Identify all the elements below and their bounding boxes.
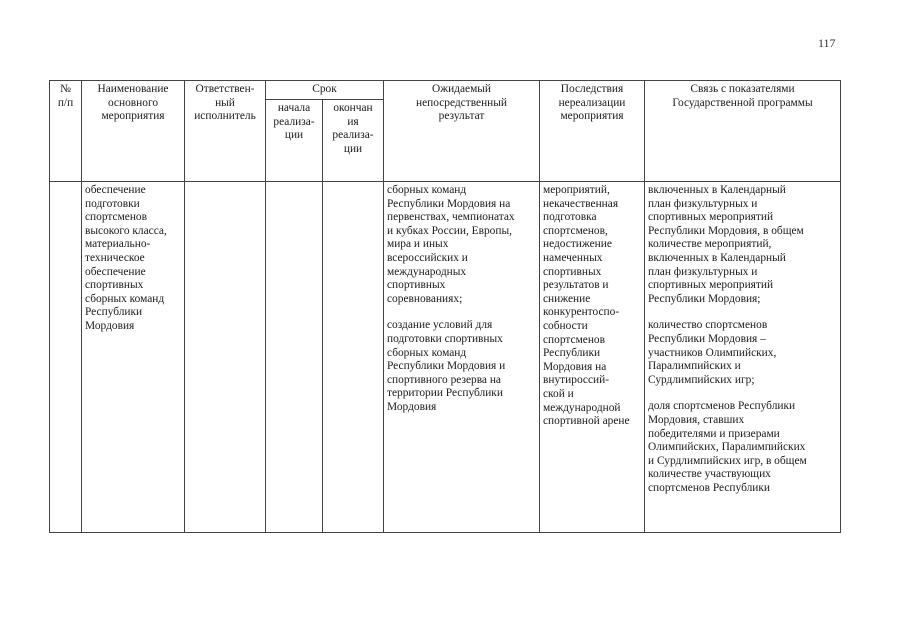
header-expected: Ожидаемый непосредственный результат (384, 81, 540, 182)
table-row (50, 182, 841, 533)
header-indicators: Связь с показателями Государственной программы (645, 81, 841, 182)
header-responsible: Ответствен- ный исполнитель (185, 81, 266, 182)
cell-responsible (185, 182, 266, 533)
header-name: Наименование основного мероприятия (82, 81, 185, 182)
indicator-2: количество спортсменов Республики Мордовия – участников Олимпийских, Паралимпийских и Сурдлимпийских игр; (648, 319, 777, 386)
program-table (49, 80, 841, 533)
cell-num (50, 182, 82, 533)
cell-term-start (266, 182, 323, 533)
header-term: Срок (266, 81, 384, 100)
indicator-3: доля спортсменов Республики Мордовия, ставших победителями и призерами Олимпийских, Паралимпийских и Сурдлимпийских игр, в общем количестве участвующих спортсменов Республики (648, 400, 807, 494)
header-term-end: окончан ия реализа- ции (323, 100, 384, 182)
cell-expected (384, 182, 540, 533)
expected-result-1: сборных команд Республики Мордовия на первенствах, чемпионатах и кубках России, Европы, мира и иных всероссийских и международных спортивных соревнованиях; (387, 184, 515, 305)
page-number: 117 (818, 36, 836, 50)
indicator-1: включенных в Календарный план физкультурных и спортивных мероприятий Республики Мордовия, в общем количестве мероприятий, включенных в Календарный план физкультурных и спортивных мероприятий Республики Мордовия; (648, 184, 804, 305)
header-term-start: начала реализа- ции (266, 100, 323, 182)
cell-term-end (323, 182, 384, 533)
header-num: № п/п (50, 81, 82, 182)
cell-consequences: мероприятий, некачественная подготовка спортсменов, недостижение намеченных спортивных результатов и снижение конкурентоспо- собности спортсменов Республики Мордовия на внутироссий- ской и международной спортивной арене (540, 182, 645, 533)
expected-result-2: создание условий для подготовки спортивных сборных команд Республики Мордовия и спортивного резерва на территории Республики Мордовия (387, 319, 506, 413)
header-consequences: Последствия нереализации мероприятия (540, 81, 645, 182)
cell-name: обеспечение подготовки спортсменов высокого класса, материально- техническое обеспечение спортивных сборных команд Республики Мордовия (82, 182, 185, 533)
cell-indicators (645, 182, 841, 533)
